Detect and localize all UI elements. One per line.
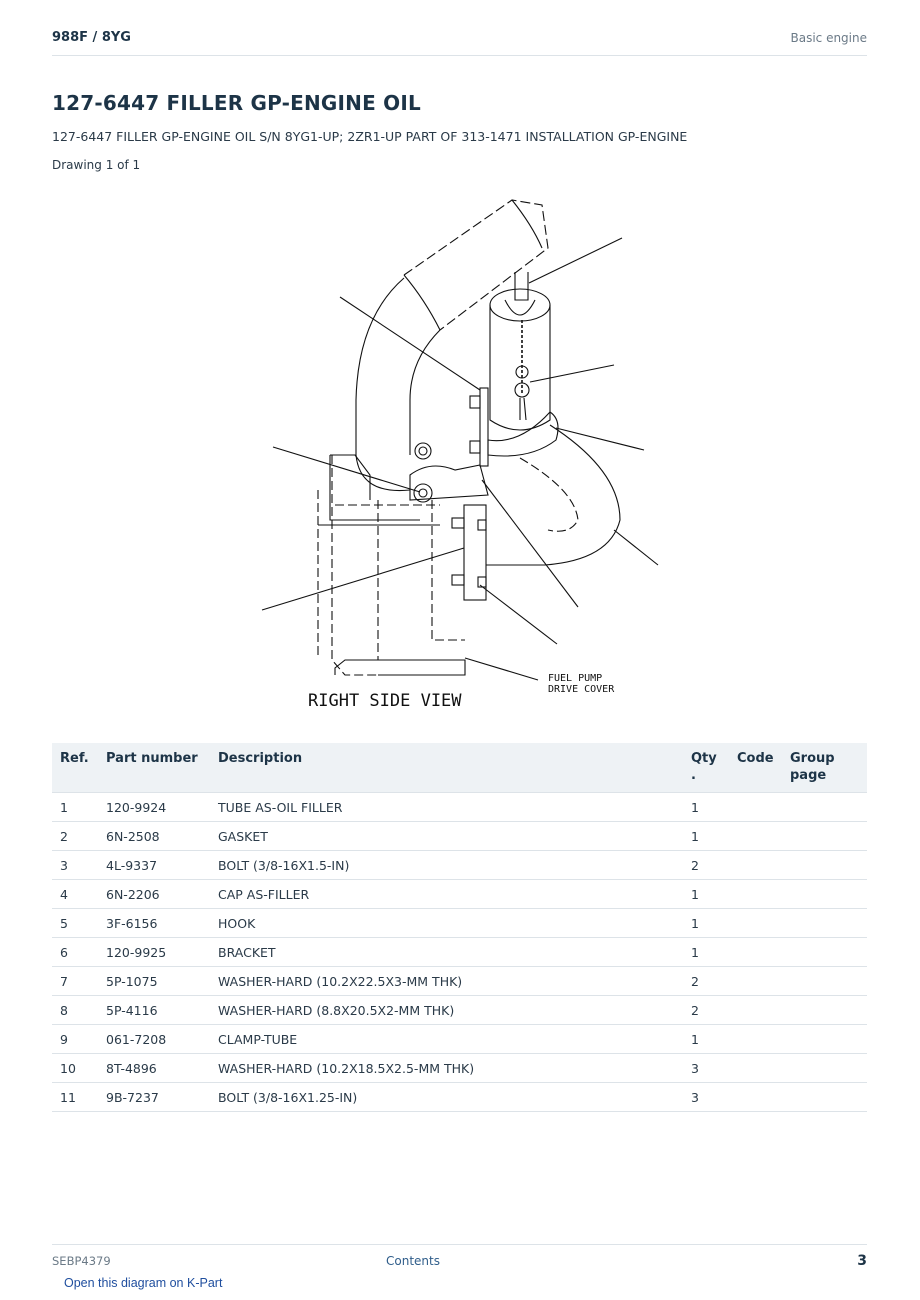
row-part-number: 6N-2508 — [98, 822, 210, 851]
row-part-number: 120-9924 — [98, 793, 210, 822]
row-description: BRACKET — [210, 938, 683, 967]
row-part-number: 4L-9337 — [98, 851, 210, 880]
table-row — [52, 1083, 867, 1112]
row-code — [729, 909, 782, 938]
table-header-row — [52, 743, 867, 793]
page-subtitle: 127-6447 FILLER GP-ENGINE OIL S/N 8YG1-UP; 2ZR1-UP PART OF 313-1471 INSTALLATION GP-ENGINE — [52, 129, 688, 144]
row-group-page — [782, 822, 867, 851]
row-code — [729, 1025, 782, 1054]
parts-table-body — [52, 793, 867, 1112]
row-group-page — [782, 1083, 867, 1112]
row-qty: 3 — [683, 1083, 729, 1112]
row-qty: 1 — [683, 938, 729, 967]
row-ref: 3 — [52, 851, 98, 880]
table-row — [52, 822, 867, 851]
row-qty: 1 — [683, 1025, 729, 1054]
row-description: GASKET — [210, 822, 683, 851]
row-ref: 4 — [52, 880, 98, 909]
drawing-count: Drawing 1 of 1 — [52, 158, 141, 172]
row-qty: 2 — [683, 967, 729, 996]
row-code — [729, 996, 782, 1025]
row-description: WASHER-HARD (10.2X22.5X3-MM THK) — [210, 967, 683, 996]
table-row — [52, 909, 867, 938]
row-qty: 2 — [683, 996, 729, 1025]
header-group-page: Group page — [782, 743, 867, 793]
row-description: WASHER-HARD (10.2X18.5X2.5-MM THK) — [210, 1054, 683, 1083]
row-qty: 3 — [683, 1054, 729, 1083]
callout-fuel-pump: FUEL PUMP — [548, 673, 603, 684]
row-group-page — [782, 967, 867, 996]
table-row — [52, 880, 867, 909]
kpart-link[interactable]: Open this diagram on K-Part — [64, 1276, 223, 1290]
row-part-number: 6N-2206 — [98, 880, 210, 909]
row-ref: 6 — [52, 938, 98, 967]
row-group-page — [782, 938, 867, 967]
row-part-number: 8T-4896 — [98, 1054, 210, 1083]
row-part-number: 5P-1075 — [98, 967, 210, 996]
table-row — [52, 967, 867, 996]
row-description: TUBE AS-OIL FILLER — [210, 793, 683, 822]
row-group-page — [782, 851, 867, 880]
table-row — [52, 793, 867, 822]
row-ref: 2 — [52, 822, 98, 851]
row-code — [729, 1054, 782, 1083]
parts-table — [52, 743, 867, 1112]
row-code — [729, 967, 782, 996]
table-row — [52, 996, 867, 1025]
row-group-page — [782, 1054, 867, 1083]
header-part-number: Part number — [98, 743, 210, 793]
row-description: CAP AS-FILLER — [210, 880, 683, 909]
row-description: BOLT (3/8-16X1.25-IN) — [210, 1083, 683, 1112]
row-part-number: 5P-4116 — [98, 996, 210, 1025]
row-ref: 5 — [52, 909, 98, 938]
row-ref: 11 — [52, 1083, 98, 1112]
row-code — [729, 793, 782, 822]
row-code — [729, 880, 782, 909]
parts-diagram — [250, 190, 670, 715]
row-ref: 1 — [52, 793, 98, 822]
header-code: Code — [729, 743, 782, 793]
row-group-page — [782, 1025, 867, 1054]
row-part-number: 120-9925 — [98, 938, 210, 967]
row-group-page — [782, 909, 867, 938]
section-name: Basic engine — [790, 31, 867, 45]
row-qty: 2 — [683, 851, 729, 880]
row-group-page — [782, 793, 867, 822]
row-description: CLAMP-TUBE — [210, 1025, 683, 1054]
row-code — [729, 1083, 782, 1112]
header-ref: Ref. — [52, 743, 98, 793]
row-ref: 10 — [52, 1054, 98, 1083]
row-part-number: 061-7208 — [98, 1025, 210, 1054]
row-qty: 1 — [683, 822, 729, 851]
table-row — [52, 938, 867, 967]
contents-link[interactable]: Contents — [386, 1254, 440, 1268]
page-footer — [52, 1244, 867, 1274]
row-part-number: 3F-6156 — [98, 909, 210, 938]
row-description: WASHER-HARD (8.8X20.5X2-MM THK) — [210, 996, 683, 1025]
model-serial: 988F / 8YG — [52, 30, 131, 45]
document-id: SEBP4379 — [52, 1254, 111, 1268]
page-title: 127-6447 FILLER GP-ENGINE OIL — [52, 91, 421, 115]
row-description: BOLT (3/8-16X1.5-IN) — [210, 851, 683, 880]
row-code — [729, 851, 782, 880]
view-label: RIGHT SIDE VIEW — [308, 691, 462, 711]
row-qty: 1 — [683, 909, 729, 938]
row-qty: 1 — [683, 880, 729, 909]
table-row — [52, 1054, 867, 1083]
page-header — [52, 28, 867, 56]
page-number: 3 — [857, 1253, 867, 1269]
row-part-number: 9B-7237 — [98, 1083, 210, 1112]
row-ref: 7 — [52, 967, 98, 996]
row-ref: 9 — [52, 1025, 98, 1054]
row-group-page — [782, 996, 867, 1025]
table-row — [52, 1025, 867, 1054]
row-ref: 8 — [52, 996, 98, 1025]
row-description: HOOK — [210, 909, 683, 938]
header-qty: Qty . — [683, 743, 729, 793]
header-description: Description — [210, 743, 683, 793]
row-qty: 1 — [683, 793, 729, 822]
row-code — [729, 938, 782, 967]
table-row — [52, 851, 867, 880]
row-code — [729, 822, 782, 851]
row-group-page — [782, 880, 867, 909]
callout-drive-cover: DRIVE COVER — [548, 684, 615, 695]
